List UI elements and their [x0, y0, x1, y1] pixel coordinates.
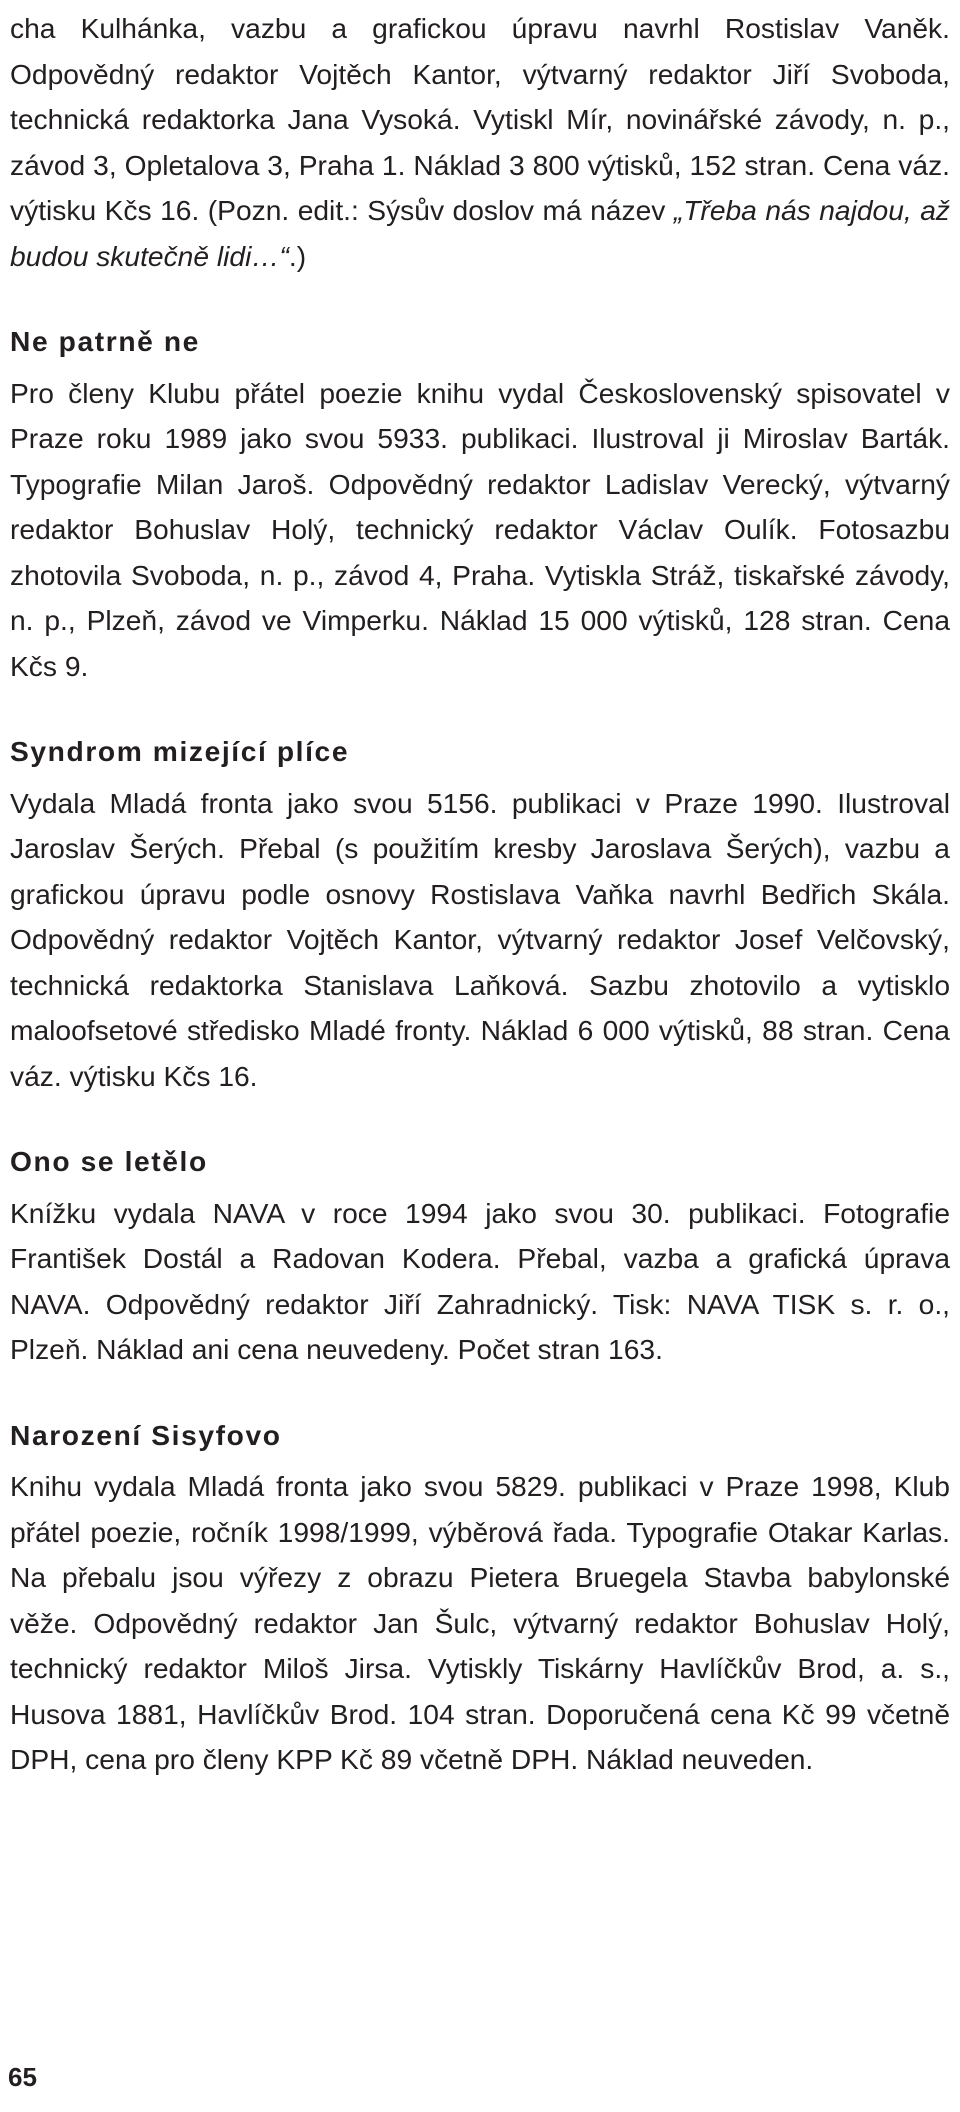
section-heading: Ne patrně ne: [10, 325, 200, 357]
section-heading: Narození Sisyfovo: [10, 1418, 282, 1451]
section-paragraph: Knížku vydala NAVA v roce 1994 jako svou 30. publikaci. Fotografie František Dostál a Radovan Kodera. Přebal, vazba a grafická úprava NAVA. Odpovědný redaktor Jiří Zahradnický. Tisk: NAVA TISK s. r. o., Plzeň. Náklad ani cena neuvedeny. Počet stran 163.: [10, 1196, 950, 1365]
section-paragraph: Knihu vydala Mladá fronta jako svou 5829. publikaci v Praze 1998, Klub přátel poezie, ročník 1998/1999, výběrová řada. Typografie Otakar Karlas. Na přebalu jsou výřezy z obrazu Pietera Bruegela Stavba babylonské věže. Odpovědný redaktor Jan Šulc, výtvarný redaktor Bohuslav Holý, technický redaktor Miloš Jirsa. Vytiskly Tiskárny Havlíčkův Brod, a. s., Husova 1881, Havlíčkův Brod. 104 stran. Doporučená cena Kč 99 včetně DPH, cena pro členy KPP Kč 89 včetně DPH. Náklad neuveden.: [10, 1470, 950, 1775]
section-paragraph: Vydala Mladá fronta jako svou 5156. publikaci v Praze 1990. Ilustroval Jaroslav Šerých. Přebal (s použitím kresby Jaroslava Šerých), vazbu a grafickou úpravu podle osnovy Rostislava Vaňka navrhl Bedřich Skála. Odpovědný redaktor Vojtěch Kantor, výtvarný redaktor Josef Velčovský, technická redaktorka Stanislava Laňková. Sazbu zhotovilo a vytisklo maloofsetové středisko Mladé fronty. Náklad 6 000 výtisků, 88 stran. Cena váz. výtisku Kčs 16.: [10, 786, 950, 1092]
section-heading: Syndrom mizející plíce: [10, 735, 350, 767]
section-heading: Ono se letělo: [10, 1145, 208, 1177]
section-paragraph: Pro členy Klubu přátel poezie knihu vydal Československý spisovatel v Praze roku 1989 jako svou 5933. publikaci. Ilustroval ji Miroslav Barták. Typografie Milan Jaroš. Odpovědný redaktor Ladislav Verecký, výtvarný redaktor Bohuslav Holý, technický redaktor Václav Oulík. Fotosazbu zhotovila Svoboda, n. p., závod 4, Praha. Vytiskla Stráž, tiskařské závody, n. p., Plzeň, závod ve Vimperku. Náklad 15 000 výtisků, 128 stran. Cena Kčs 9.: [10, 376, 950, 682]
section-ne-patrne-ne: [10, 319, 950, 689]
section-ono-se-letelo: [10, 1139, 950, 1373]
intro-paragraph: [10, 0, 950, 279]
page-number: 65: [8, 2062, 37, 2092]
afterword-title: „Třeba nás najdou, až budou skutečně lidi…“: [10, 194, 950, 272]
intro-closing: .): [288, 239, 307, 272]
document-page: [10, 0, 950, 1783]
section-narozeni-sisyfovo: [10, 1413, 950, 1783]
section-syndrom-mizejici-plice: [10, 729, 950, 1099]
intro-text: cha Kulhánka, vazbu a grafickou úpravu navrhl Rostislav Vaněk. Odpovědný redaktor Vojtěch Kantor, výtvarný redaktor Jiří Svoboda, technická redaktorka Jana Vysoká. Vytiskl Mír, novinářské závody, n. p., závod 3, Opletalova 3, Praha 1. Náklad 3 800 výtisků, 152 stran. Cena váz. výtisku Kčs 16. (Pozn. edit.: Sýsův doslov má název: [10, 12, 950, 226]
